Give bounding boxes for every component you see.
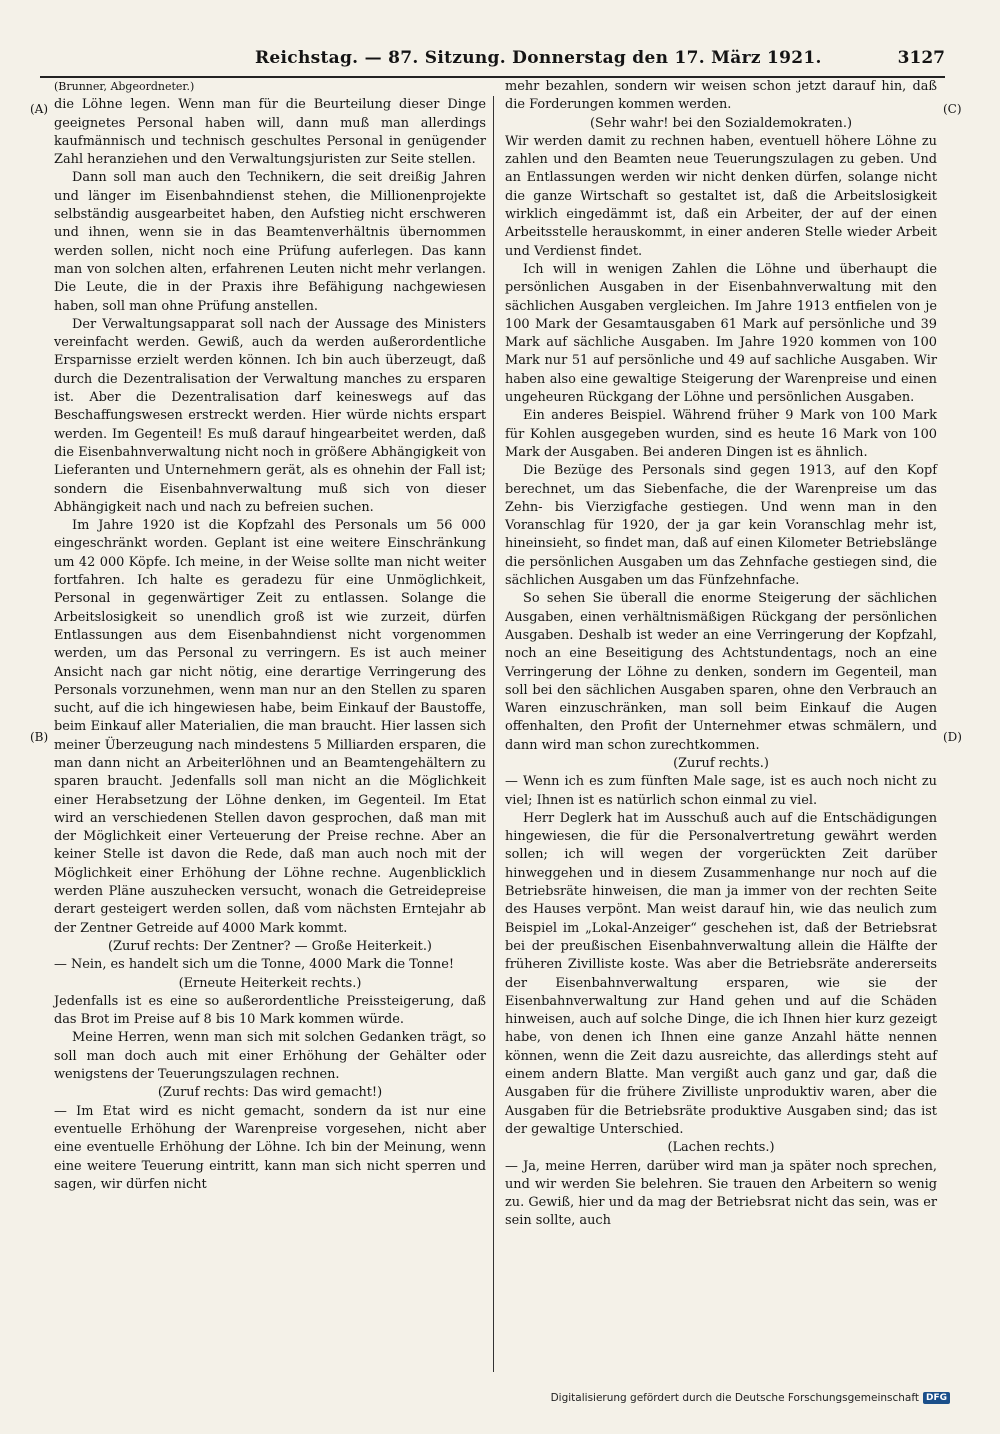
interjection: (Zuruf rechts: Das wird gemacht!): [157, 1085, 383, 1101]
paragraph: Ich will in wenigen Zahlen die Löhne und überhaupt die persönlichen Ausgaben in der Eisenbahnverwaltung mit den sächlichen Ausgaben vergleichen. Im Jahre 1913 entfielen von je 100 Mark der Gesamtausgaben 61 Mark auf persönliche und 39 Mark auf sächliche Ausgaben. Im Jahre 1920 kommen von 100 Mark nur 51 auf persönliche und 49 auf sachliche Ausgaben. Wir haben also eine gewaltige Steigerung der Warenpreise und einen ungeheuren Rückgang der Löhne und persönlichen Ausgaben.: [505, 261, 937, 406]
interjection: (Erneute Heiterkeit rechts.): [178, 975, 362, 991]
paragraph: Der Verwaltungsapparat soll nach der Aussage des Ministers vereinfacht werden. Gewiß, auch da werden außerordentliche Ersparnisse erzielt werden können. Ich bin auch überzeugt, daß durch die Dezentralisation der Verwaltung manches zu ersparen ist. Aber die Dezentralisation darf keineswegs auf das Beschaffungswesen erstreckt werden. Hier würde nichts erspart werden. Im Gegenteil! Es muß darauf hingearbeitet werden, daß die Eisenbahnverwaltung nicht noch in größere Abhängigkeit von Lieferanten und Unternehmern gerät, als es ohnehin der Fall ist; sondern die Eisenbahnverwaltung muß sich von dieser Abhängigkeit nach und nach zu befreien suchen.: [54, 316, 486, 515]
interjection: (Zuruf rechts: Der Zentner? — Große Heiterkeit.): [108, 938, 432, 954]
paragraph: — Im Etat wird es nicht gemacht, sondern da ist nur eine eventuelle Erhöhung der Warenpreise vorgesehen, nicht aber eine eventuelle Erhöhung der Löhne. Ich bin der Meinung, wenn eine weitere Teuerung eintritt, kann man sich nicht sperren und sagen, wir dürfen nicht: [54, 1103, 486, 1192]
paragraph: mehr bezahlen, sondern wir weisen schon jetzt darauf hin, daß die Forderungen kommen werden.: [505, 79, 937, 113]
paragraph: Ein anderes Beispiel. Während früher 9 Mark von 100 Mark für Kohlen ausgegeben wurden, sind es heute 16 Mark von 100 Mark der Ausgaben. Bei anderen Dingen ist es ähnlich.: [505, 408, 937, 460]
interjection: (Lachen rechts.): [667, 1140, 775, 1156]
paragraph: So sehen Sie überall die enorme Steigerung der sächlichen Ausgaben, einen verhältnismäßigen Rückgang der persönlichen Ausgaben. Deshalb ist weder an eine Verringerung der Kopfzahl, noch an eine Beseitigung des Achtstundentags, noch an eine Verringerung der Löhne zu denken, sondern im Gegenteil, man soll bei den sächlichen Ausgaben sparen, ohne den Verbrauch an Waren einzuschränken, man soll beim Einkauf die Augen offenhalten, den Profit der Unternehmer etwas schmälern, und dann wird man schon zurechtkommen.: [505, 591, 937, 753]
paragraph: Meine Herren, wenn man sich mit solchen Gedanken trägt, so soll man doch auch mit einer Erhöhung der Gehälter oder wenigstens der Teuerungszulagen rechnen.: [54, 1030, 486, 1083]
dfg-logo-icon: DFG: [923, 1392, 950, 1404]
column-divider: [493, 96, 494, 1372]
running-title: Reichstag. — 87. Sitzung. Donnerstag den 17. März 1921.: [255, 48, 822, 68]
paragraph: — Wenn ich es zum fünften Male sage, ist es auch noch nicht zu viel; Ihnen ist es natürlich schon einmal zu viel.: [505, 774, 937, 808]
right-column: [505, 78, 937, 1231]
interjection: (Sehr wahr! bei den Sozialdemokraten.): [590, 115, 852, 131]
paragraph: Im Jahre 1920 ist die Kopfzahl des Personals um 56 000 eingeschränkt worden. Geplant ist eine weitere Einschränkung um 42 000 Köpfe. Ich meine, in der Weise sollte man nicht weiter fortfahren. Ich halte es geradezu für eine Unmöglichkeit, Personal in gegenwärtiger Zeit zu entlassen. Solange die Arbeitslosigkeit so unendlich groß ist wie zurzeit, dürfen Entlassungen aus dem Eisenbahndienst nicht vorgenommen werden, um das Personal zu verringern. Es ist auch meiner Ansicht nach gar nicht nötig, eine derartige Verringerung des Personals vorzunehmen, wenn man nur an den Stellen zu sparen sucht, auf die ich hingewiesen habe, beim Einkauf der Baustoffe, beim Einkauf aller Materialien, die man braucht. Hier lassen sich meiner Überzeugung nach mindestens 5 Milliarden ersparen, die man dann nicht an Arbeiterlöhnen und an Beamtengehältern zu sparen braucht. Jedenfalls soll man nicht an die Möglichkeit einer Herabsetzung der Löhne denken, im Gegenteil. Im Etat wird an verschiedenen Stellen davon gesprochen, daß man mit der Möglichkeit einer Verteuerung der Preise rechne. Aber an keiner Stelle ist davon die Rede, daß man auch noch mit der Möglichkeit einer Erhöhung der Löhne rechne. Augenblicklich werden Pläne auszuhecken versucht, wonach die Getreidepreise derart gesteigert werden sollen, daß vom nächsten Erntejahr ab der Zentner Getreide auf 4000 Mark kommt.: [54, 518, 486, 936]
margin-marker-c: (C): [943, 102, 962, 116]
paragraph: die Löhne legen. Wenn man für die Beurteilung dieser Dinge geeignetes Personal haben will, dann muß man allerdings kaufmännisch und technisch geschultes Personal in genügender Zahl heranziehen und den Verwaltungsjuristen zur Seite stellen.: [54, 97, 486, 168]
page-header: [40, 44, 945, 78]
margin-marker-b: (B): [30, 730, 49, 744]
paragraph: Die Bezüge des Personals sind gegen 1913, auf den Kopf berechnet, um das Siebenfache, die der Warenpreise um das Zehn- bis Vierzigfache gestiegen. Und wenn man in den Voranschlag für 1920, der ja gar kein Voranschlag mehr ist, hineinsieht, so findet man, daß auf einen Kilometer Betriebslänge die persönlichen Ausgaben um das Zehnfache gestiegen sind, die sächlichen Ausgaben um das Fünfzehnfache.: [505, 463, 937, 589]
paragraph: Dann soll man auch den Technikern, die seit dreißig Jahren und länger im Eisenbahndienst stehen, die Millionenprojekte selbständig ausgearbeitet haben, den Aufstieg nicht erschweren und ihnen, wenn sie in das Beamtenverhältnis übernommen werden sollen, nicht noch eine Prüfung auferlegen. Das kann man von solchen alten, erfahrenen Leuten nicht mehr verlangen. Die Leute, die in der Praxis ihre Befähigung nachgewiesen haben, soll man ohne Prüfung anstellen.: [54, 170, 486, 314]
left-column: [54, 78, 486, 1194]
interjection: (Zuruf rechts.): [673, 755, 769, 771]
page-number: 3127: [897, 48, 945, 68]
speaker-label: (Brunner, Abgeordneter.): [54, 80, 195, 93]
digitization-footer: [551, 1392, 950, 1404]
footer-text: Digitalisierung gefördert durch die Deutsche Forschungsgemeinschaft: [550, 1392, 919, 1404]
paragraph: Jedenfalls ist es eine so außerordentliche Preissteigerung, daß das Brot im Preise auf 8 bis 10 Mark kommen würde.: [54, 993, 486, 1028]
margin-marker-d: (D): [943, 730, 962, 744]
paragraph: Herr Deglerk hat im Ausschuß auch auf die Entschädigungen hingewiesen, die für die Personalvertretung gewährt werden sollen; ich will wegen der vorgerückten Zeit darüber hinweggehen und in diesem Zusammenhange nur noch auf die Betriebsräte hinweisen, die man ja immer von der rechten Seite des Hauses verpönt. Man weist darauf hin, wie das neulich zum Beispiel im „Lokal-Anzeiger“ geschehen ist, daß der Betriebsrat bei der preußischen Eisenbahnverwaltung allein die Hälfte der früheren Zivilliste koste. Was aber die Betriebsräte andererseits der Eisenbahnverwaltung ersparen, wie sie der Eisenbahnverwaltung zur Hand gehen und auf die Schäden hinweisen, auch auf solche Dinge, die ich Ihnen hier kurz gezeigt habe, von denen ich Ihnen eine ganze Anzahl hätte nennen können, wenn die Zeit dazu ausreichte, das allerdings steht auf einem andern Blatte. Man vergißt auch ganz und gar, daß die Ausgaben für die frühere Zivilliste unproduktiv waren, aber die Ausgaben für die Betriebsräte produktive Ausgaben sind; das ist der gewaltige Unterschied.: [505, 810, 937, 1137]
paragraph: — Ja, meine Herren, darüber wird man ja später noch sprechen, und wir werden Sie belehren. Sie trauen den Arbeitern so wenig zu. Gewiß, hier und da mag der Betriebsrat nicht das sein, was er sein sollte, auch: [505, 1158, 937, 1229]
paragraph: — Nein, es handelt sich um die Tonne, 4000 Mark die Tonne!: [54, 957, 455, 973]
paragraph: Wir werden damit zu rechnen haben, eventuell höhere Löhne zu zahlen und den Beamten neue Teuerungszulagen zu geben. Und an Entlassungen werden wir nicht denken dürfen, solange nicht die ganze Wirtschaft so gestaltet ist, daß die Arbeitslosigkeit wirklich eingedämmt ist, daß ein Arbeiter, der auf der einen Arbeitsstelle herauskommt, in einer anderen Stelle wieder Arbeit und Verdienst findet.: [505, 133, 937, 259]
margin-marker-a: (A): [30, 102, 49, 116]
